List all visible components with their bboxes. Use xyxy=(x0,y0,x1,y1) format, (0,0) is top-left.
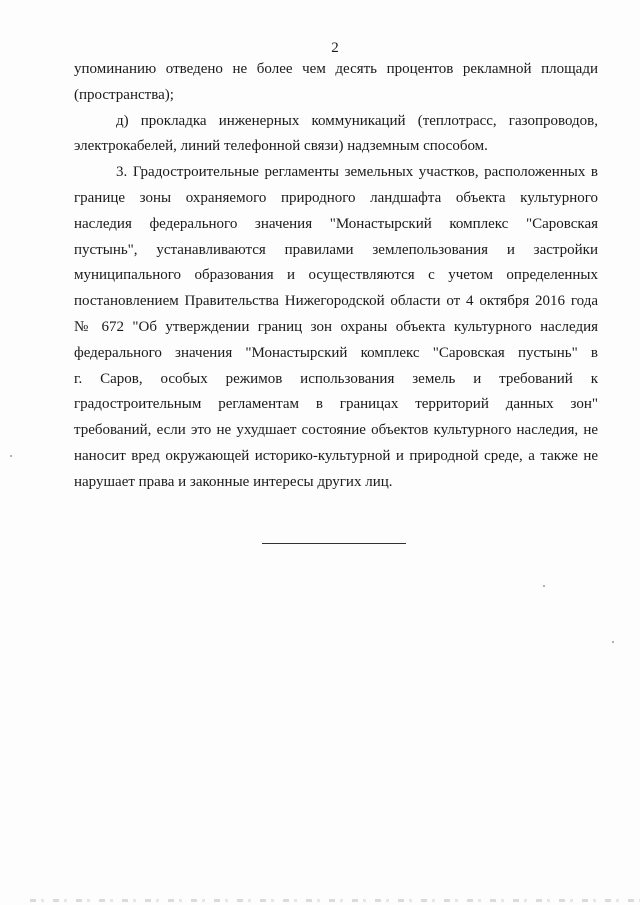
closing-divider-line xyxy=(262,543,406,544)
text-line: электрокабелей, линий телефонной связи) надземным способом. xyxy=(74,138,488,155)
text-line: упоминанию отведено не более чем десять процентов рекламной площади xyxy=(74,61,598,77)
text-line: наносит вред окружающей историко-культурной и природной среде, а также не xyxy=(74,447,598,464)
text-line: требований, если это не ухудшает состояние объектов культурного наследия, не xyxy=(74,422,598,439)
text-line: постановлением Правительства Нижегородской области от 4 октября 2016 года xyxy=(74,293,598,310)
scan-speck xyxy=(612,641,614,643)
scan-speck xyxy=(10,455,12,457)
text-line: границе зоны охраняемого природного ландшафта объекта культурного xyxy=(74,189,598,206)
text-line: № 672 "Об утверждении границ зон охраны объекта культурного наследия xyxy=(74,318,598,335)
text-line: муниципального образования и осуществляются с учетом определенных xyxy=(74,267,598,284)
scan-speck xyxy=(543,585,545,587)
text-line: наследия федерального значения "Монастырский комплекс "Саровская xyxy=(74,215,598,232)
document-body xyxy=(74,57,598,496)
text-line: градостроительным регламентам в границах территорий данных зон" xyxy=(74,396,598,413)
text-line: (пространства); xyxy=(74,86,174,103)
text-line: пустынь", устанавливаются правилами землепользования и застройки xyxy=(74,241,598,258)
text-line: д) прокладка инженерных коммуникаций (теплотрасс, газопроводов, xyxy=(116,112,598,129)
text-line: федерального значения "Монастырский комплекс "Саровская пустынь" в xyxy=(74,344,598,361)
text-line: г. Саров, особых режимов использования земель и требований к xyxy=(74,370,598,387)
page-number: 2 xyxy=(331,40,339,56)
scan-edge-noise xyxy=(30,899,640,902)
text-line: 3. Градостроительные регламенты земельных участков, расположенных в xyxy=(116,164,598,181)
text-line: нарушает права и законные интересы других лиц. xyxy=(74,473,393,490)
